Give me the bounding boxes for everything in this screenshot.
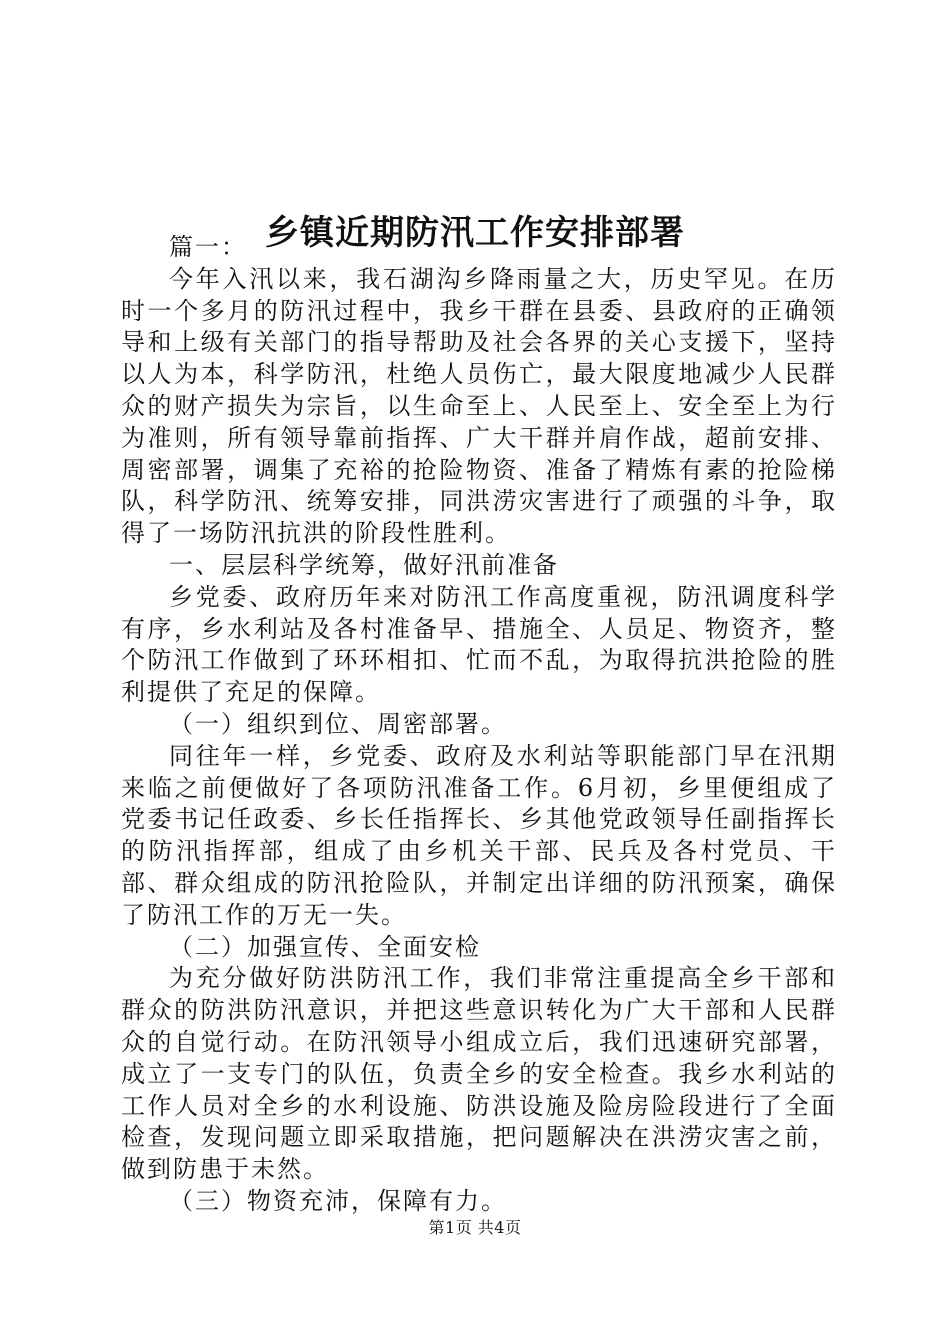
document-title: 乡镇近期防汛工作安排部署 — [265, 212, 685, 253]
body-paragraph: 今年入汛以来，我石湖沟乡降雨量之大，历史罕见。在历时一个多月的防汛过程中，我乡干群在县委、县政府的正确领导和上级有关部门的指导帮助及社会各界的关心支援下，坚持以人为本，科学防汛，杜绝人员伤亡，最大限度地减少人民群众的财产损失为宗旨，以生命至上、人民至上、安全至上为行为准则，所有领导靠前指挥、广大干群并肩作战，超前安排、周密部署，调集了充裕的抢险物资、准备了精炼有素的抢险梯队，科学防汛、统筹安排，同洪涝灾害进行了顽强的斗争，取得了一场防汛抗洪的阶段性胜利。 — [121, 264, 837, 548]
document-body — [121, 232, 837, 1218]
section-label: 篇一： — [169, 233, 247, 261]
body-paragraph: 乡党委、政府历年来对防汛工作高度重视，防汛调度科学有序，乡水利站及各村准备早、措施全、人员足、物资齐，整个防汛工作做到了环环相扣、忙而不乱，为取得抗洪抢险的胜利提供了充足的保障。 — [121, 582, 837, 707]
section-heading: 一、层层科学统筹，做好汛前准备 — [169, 550, 559, 579]
page-number-footer: 第1页 共4页 — [428, 1218, 522, 1237]
body-paragraph: 为充分做好防洪防汛工作，我们非常注重提高全乡干部和群众的防洪防汛意识，并把这些意识转化为广大干部和人民群众的自觉行动。在防汛领导小组成立后，我们迅速研究部署，成立了一支专门的队伍，负责全乡的安全检查。我乡水利站的工作人员对全乡的水利设施、防洪设施及险房险段进行了全面检查，发现问题立即采取措施，把问题解决在洪涝灾害之前，做到防患于未然。 — [121, 964, 837, 1184]
subsection-heading: （一）组织到位、周密部署。 — [169, 709, 507, 738]
subsection-heading: （三）物资充沛，保障有力。 — [169, 1186, 507, 1215]
subsection-heading: （二）加强宣传、全面安检 — [169, 932, 481, 961]
body-paragraph: 同往年一样，乡党委、政府及水利站等职能部门早在汛期来临之前便做好了各项防汛准备工作。6月初，乡里便组成了党委书记任政委、乡长任指挥长、乡其他党政领导任副指挥长的防汛指挥部，组成了由乡机关干部、民兵及各村党员、干部、群众组成的防汛抢险队，并制定出详细的防汛预案，确保了防汛工作的万无一失。 — [121, 741, 837, 929]
